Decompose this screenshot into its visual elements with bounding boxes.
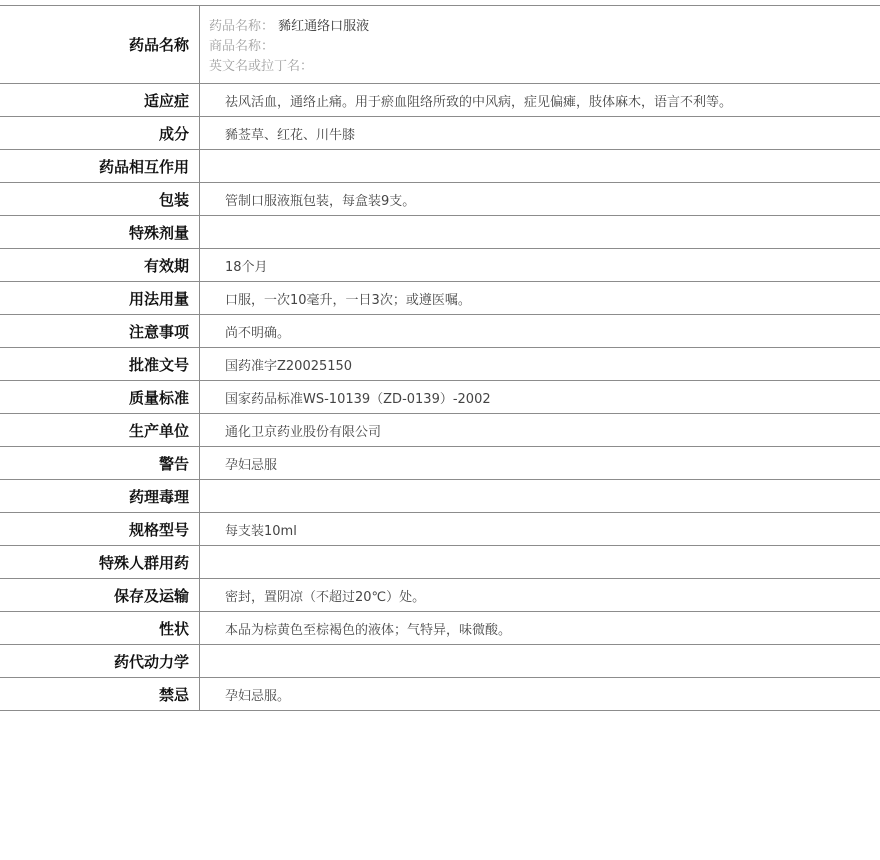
row-label: 性状 [0,612,200,644]
row-label: 适应症 [0,84,200,116]
row-label-drug-name: 药品名称 [0,6,200,83]
row-value [200,150,880,182]
row-quality-standard [0,381,880,414]
row-pharmacokinetics [0,645,880,678]
row-storage [0,579,880,612]
row-label: 禁忌 [0,678,200,710]
row-value: 国家药品标准WS-10139（ZD-0139）-2002 [225,391,491,407]
row-ingredients [0,117,880,150]
row-manufacturer [0,414,880,447]
row-value: 密封，置阴凉（不超过20℃）处。 [225,589,426,605]
row-label: 质量标准 [0,381,200,413]
row-label: 包装 [0,183,200,215]
row-value: 每支装10ml [225,523,297,539]
row-value: 18个月 [225,259,268,275]
row-label: 批准文号 [0,348,200,380]
row-label: 有效期 [0,249,200,281]
drug-info-table [0,5,880,711]
row-value [200,216,880,248]
row-pharmacology [0,480,880,513]
row-value [200,546,880,578]
row-interactions [0,150,880,183]
row-value: 孕妇忌服 [225,457,278,473]
row-value: 本品为棕黄色至棕褐色的液体；气特异，味微酸。 [225,622,512,638]
row-shelf-life [0,249,880,282]
row-indications [0,84,880,117]
row-value: 孕妇忌服。 [225,688,291,704]
row-label: 用法用量 [0,282,200,314]
row-value: 管制口服液瓶包装，每盒装9支。 [225,193,416,209]
row-contraindications [0,678,880,711]
row-value [200,645,880,677]
row-packaging [0,183,880,216]
row-label: 生产单位 [0,414,200,446]
row-value: 口服，一次10毫升，一日3次；或遵医嘱。 [225,292,471,308]
row-value: 豨莶草、红花、川牛膝 [225,127,356,143]
row-dosage [0,282,880,315]
row-value-drug-name [200,6,880,83]
row-label: 药理毒理 [0,480,200,512]
row-label: 注意事项 [0,315,200,347]
row-warning [0,447,880,480]
row-special-dosage [0,216,880,249]
row-label: 药代动力学 [0,645,200,677]
row-label: 规格型号 [0,513,200,545]
trade-name-line [209,37,274,57]
row-label: 特殊人群用药 [0,546,200,578]
trade-name-label: 商品名称： [209,39,275,54]
english-name-label: 英文名或拉丁名： [209,59,314,74]
generic-name-line [209,17,369,37]
row-value: 祛风活血，通络止痛。用于瘀血阻络所致的中风病，症见偏瘫，肢体麻木，语言不利等。 [225,94,733,110]
generic-name-value: 豨红通络口服液 [278,19,370,34]
row-special-populations [0,546,880,579]
row-value: 通化卫京药业股份有限公司 [225,424,382,440]
row-label: 药品相互作用 [0,150,200,182]
row-specification [0,513,880,546]
row-value: 国药准字Z20025150 [225,358,353,374]
row-value [200,480,880,512]
row-value: 尚不明确。 [225,325,291,341]
row-precautions [0,315,880,348]
row-drug-name [0,6,880,84]
row-approval-number [0,348,880,381]
row-label: 成分 [0,117,200,149]
row-label: 保存及运输 [0,579,200,611]
generic-name-label: 药品名称： [209,19,275,34]
english-name-line [209,57,313,77]
row-label: 警告 [0,447,200,479]
row-description [0,612,880,645]
row-label: 特殊剂量 [0,216,200,248]
